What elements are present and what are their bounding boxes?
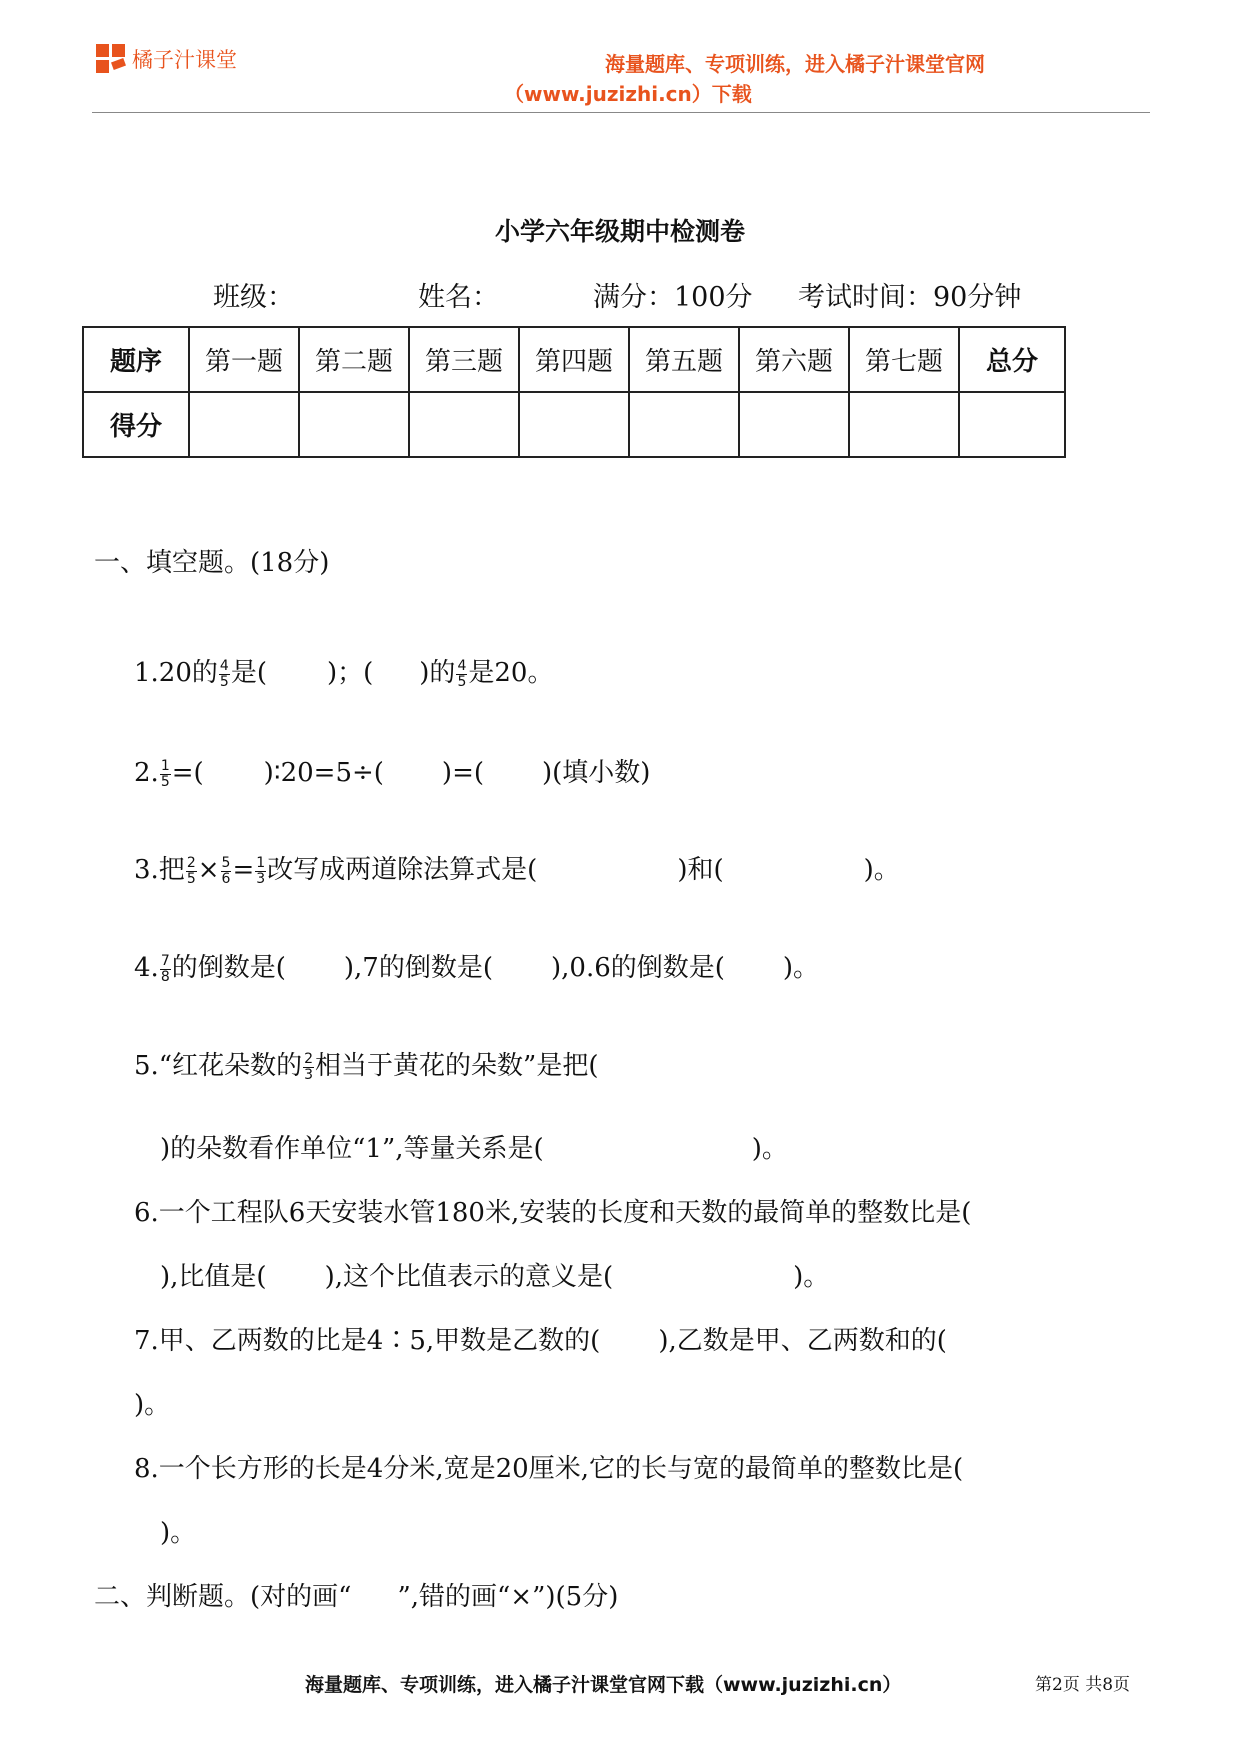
question-3 — [134, 849, 900, 887]
score-row-label: 得分 — [83, 392, 189, 457]
q2-text-a: 2. — [134, 758, 159, 788]
class-label: 班级： — [213, 282, 294, 313]
score-header-q4: 第四题 — [519, 327, 629, 392]
q3-text-e: )和( — [677, 855, 724, 885]
exam-time: 考试时间：90分钟 — [798, 282, 1022, 313]
header-promo-line2: （www.juzizhi.cn）下载 — [504, 82, 752, 106]
q5-line2-a: )的朵数看作单位“1”,等量关系是( — [160, 1134, 544, 1164]
q3-text-f: )。 — [863, 855, 900, 885]
score-cell-q1[interactable] — [189, 392, 299, 457]
score-cell-q2[interactable] — [299, 392, 409, 457]
question-6-line2 — [160, 1256, 829, 1293]
q4-text-b: 的倒数是( — [171, 953, 286, 983]
q1-fraction-2: $\frac{4}{5}$ — [457, 657, 467, 690]
score-header-order: 题序 — [83, 327, 189, 392]
score-header-q7: 第七题 — [849, 327, 959, 392]
header-divider — [92, 112, 1150, 113]
q2-text-e: )(填小数) — [542, 758, 651, 788]
q3-fraction-1: $\frac{2}{5}$ — [186, 854, 196, 887]
score-header-q1: 第一题 — [189, 327, 299, 392]
q4-text-a: 4. — [134, 953, 159, 983]
score-header-total: 总分 — [959, 327, 1065, 392]
q5-text-b: 相当于黄花的朵数”是把( — [315, 1051, 599, 1081]
q5-text-a: 5.“红花朵数的 — [134, 1051, 303, 1081]
score-cell-q3[interactable] — [409, 392, 519, 457]
name-label: 姓名： — [418, 282, 499, 313]
q3-text-b: × — [197, 855, 220, 885]
question-2 — [134, 752, 650, 790]
q1-text-b: 是( — [230, 658, 267, 688]
q6-line2-c: )。 — [793, 1262, 830, 1292]
question-5-line1 — [134, 1045, 598, 1083]
question-7-line2: )。 — [134, 1390, 171, 1420]
q4-text-d: ),0.6的倒数是( — [551, 953, 725, 983]
q1-text-a: 1.20的 — [134, 658, 218, 688]
score-header-q6: 第六题 — [739, 327, 849, 392]
q2-text-b: =( — [171, 758, 204, 788]
score-cell-q4[interactable] — [519, 392, 629, 457]
page-title: 小学六年级期中检测卷 — [494, 217, 745, 246]
full-score: 满分：100分 — [593, 282, 753, 313]
q1-fraction-1: $\frac{4}{5}$ — [219, 657, 229, 690]
q7-line1-a: 7.甲、乙两数的比是4∶5,甲数是乙数的( — [134, 1326, 601, 1356]
score-table — [82, 326, 1066, 458]
q3-text-a: 3.把 — [134, 855, 185, 885]
q5-line2-b: )。 — [751, 1134, 788, 1164]
q5-fraction: $\frac{2}{3}$ — [304, 1050, 314, 1083]
score-header-q5: 第五题 — [629, 327, 739, 392]
score-cell-q6[interactable] — [739, 392, 849, 457]
question-7-line1 — [134, 1320, 947, 1357]
page-number: 第2页 共8页 — [1035, 1675, 1131, 1695]
logo-icon — [96, 44, 126, 74]
section2-heading-b: ”,错的画“×”)(5分) — [397, 1582, 619, 1612]
question-4 — [134, 947, 819, 985]
score-cell-q5[interactable] — [629, 392, 739, 457]
q3-fraction-2: $\frac{5}{6}$ — [221, 854, 231, 887]
question-8-line2: )。 — [160, 1518, 197, 1548]
header-promo-line1: 海量题库、专项训练，进入橘子汁课堂官网 — [605, 52, 985, 76]
q2-text-d: )=( — [441, 758, 484, 788]
q7-line1-b: ),乙数是甲、乙两数和的( — [658, 1326, 947, 1356]
q4-fraction: $\frac{7}{8}$ — [160, 952, 170, 985]
score-table-score-row — [83, 392, 1065, 457]
q4-text-e: )。 — [782, 953, 820, 983]
q3-text-d: 改写成两道除法算式是( — [267, 855, 538, 885]
score-header-q3: 第三题 — [409, 327, 519, 392]
q3-text-c: = — [232, 855, 255, 885]
q1-text-d: )的 — [419, 658, 456, 688]
logo-text: 橘子汁课堂 — [132, 48, 237, 72]
q1-text-e: 是20。 — [468, 658, 554, 688]
q2-fraction: $\frac{1}{5}$ — [160, 757, 170, 790]
footer-promo: 海量题库、专项训练，进入橘子汁课堂官网下载（www.juzizhi.cn） — [305, 1674, 902, 1696]
q6-line2-a: ),比值是( — [160, 1262, 267, 1292]
q2-text-c: )∶20=5÷( — [263, 758, 384, 788]
question-1 — [134, 652, 553, 690]
score-cell-total[interactable] — [959, 392, 1065, 457]
score-header-q2: 第二题 — [299, 327, 409, 392]
q6-line2-b: ),这个比值表示的意义是( — [324, 1262, 614, 1292]
question-8-line1: 8.一个长方形的长是4分米,宽是20厘米,它的长与宽的最简单的整数比是( — [134, 1454, 964, 1484]
score-table-header-row — [83, 327, 1065, 392]
q4-text-c: ),7的倒数是( — [343, 953, 493, 983]
question-5-line2 — [160, 1128, 788, 1165]
q3-fraction-3: $\frac{1}{3}$ — [256, 854, 266, 887]
section1-heading: 一、填空题。(18分) — [94, 548, 330, 578]
section2-heading-a: 二、判断题。(对的画“ — [94, 1582, 352, 1612]
q1-text-c: )；( — [326, 658, 374, 688]
score-cell-q7[interactable] — [849, 392, 959, 457]
question-6-line1: 6.一个工程队6天安装水管180米,安装的长度和天数的最简单的整数比是( — [134, 1198, 972, 1228]
section2-heading — [94, 1576, 618, 1613]
site-logo — [96, 44, 237, 74]
